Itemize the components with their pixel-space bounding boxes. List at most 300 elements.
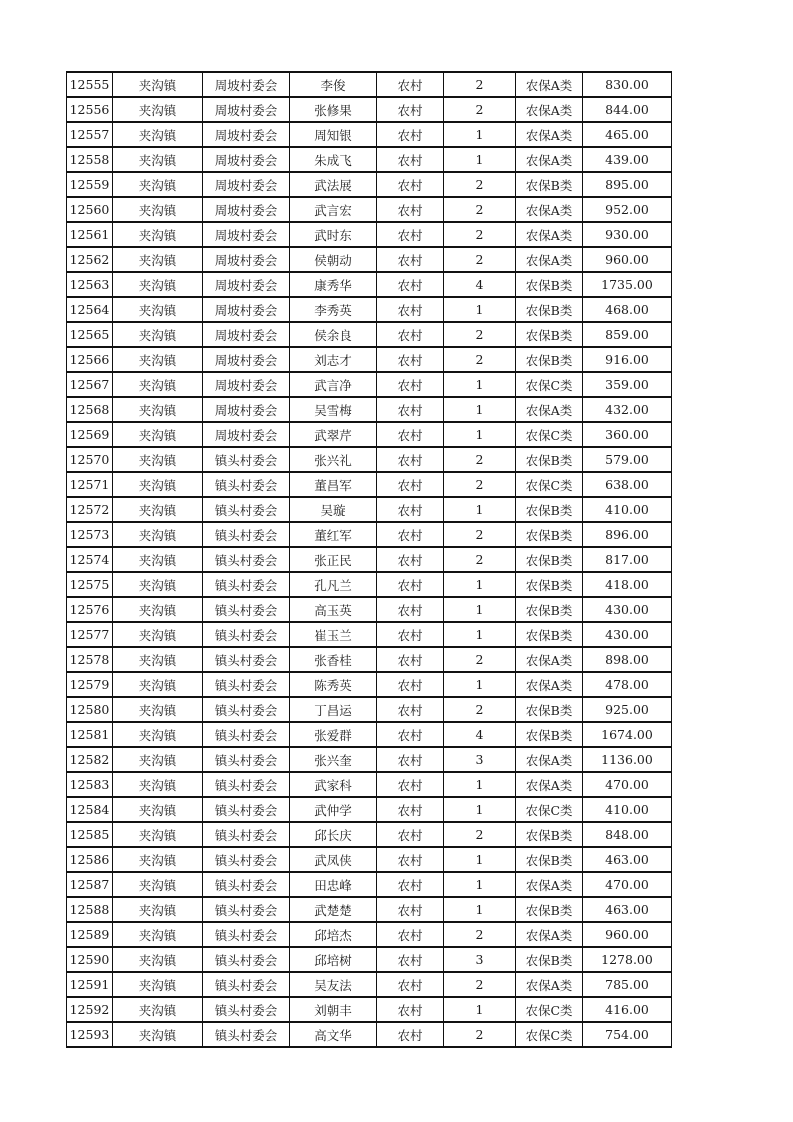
table-cell: 418.00 xyxy=(583,572,672,597)
table-row xyxy=(67,797,672,822)
table-cell: 农保B类 xyxy=(516,297,583,322)
table-cell: 2 xyxy=(444,697,516,722)
table-cell: 丁昌运 xyxy=(290,697,377,722)
table-cell: 高玉英 xyxy=(290,597,377,622)
table-cell: 夹沟镇 xyxy=(113,272,203,297)
table-cell: 2 xyxy=(444,1022,516,1047)
table-cell: 12560 xyxy=(67,197,113,222)
table-cell: 农村 xyxy=(377,847,444,872)
table-cell: 武家科 xyxy=(290,772,377,797)
table-cell: 359.00 xyxy=(583,372,672,397)
table-cell: 农保A类 xyxy=(516,872,583,897)
table-cell: 周坡村委会 xyxy=(203,72,290,97)
table-row xyxy=(67,472,672,497)
table-cell: 1674.00 xyxy=(583,722,672,747)
table-row xyxy=(67,297,672,322)
table-row xyxy=(67,522,672,547)
table-cell: 12575 xyxy=(67,572,113,597)
table-cell: 周知银 xyxy=(290,122,377,147)
table-cell: 夹沟镇 xyxy=(113,297,203,322)
table-cell: 农村 xyxy=(377,922,444,947)
table-cell: 农保C类 xyxy=(516,997,583,1022)
table-cell: 邱培树 xyxy=(290,947,377,972)
table-row xyxy=(67,397,672,422)
table-cell: 1 xyxy=(444,897,516,922)
table-row xyxy=(67,722,672,747)
table-cell: 农村 xyxy=(377,722,444,747)
table-cell: 镇头村委会 xyxy=(203,947,290,972)
table-cell: 夹沟镇 xyxy=(113,147,203,172)
table-cell: 农村 xyxy=(377,222,444,247)
table-cell: 张修果 xyxy=(290,97,377,122)
table-cell: 农保A类 xyxy=(516,772,583,797)
table-cell: 农保A类 xyxy=(516,122,583,147)
table-cell: 农保C类 xyxy=(516,472,583,497)
table-cell: 农保B类 xyxy=(516,722,583,747)
table-row xyxy=(67,997,672,1022)
table-cell: 康秀华 xyxy=(290,272,377,297)
table-cell: 农保A类 xyxy=(516,72,583,97)
table-cell: 农村 xyxy=(377,597,444,622)
table-cell: 周坡村委会 xyxy=(203,147,290,172)
table-cell: 12582 xyxy=(67,747,113,772)
table-cell: 农村 xyxy=(377,247,444,272)
table-cell: 农保A类 xyxy=(516,972,583,997)
table-cell: 12576 xyxy=(67,597,113,622)
table-cell: 周坡村委会 xyxy=(203,272,290,297)
table-cell: 478.00 xyxy=(583,672,672,697)
table-cell: 12567 xyxy=(67,372,113,397)
table-cell: 农村 xyxy=(377,947,444,972)
table-cell: 农村 xyxy=(377,372,444,397)
table-cell: 916.00 xyxy=(583,347,672,372)
table-cell: 镇头村委会 xyxy=(203,572,290,597)
table-cell: 农保A类 xyxy=(516,922,583,947)
table-cell: 2 xyxy=(444,247,516,272)
table-cell: 夹沟镇 xyxy=(113,447,203,472)
table-cell: 夹沟镇 xyxy=(113,397,203,422)
table-cell: 夹沟镇 xyxy=(113,122,203,147)
table-cell: 785.00 xyxy=(583,972,672,997)
table-cell: 农村 xyxy=(377,147,444,172)
table-cell: 12562 xyxy=(67,247,113,272)
table-cell: 3 xyxy=(444,947,516,972)
table-cell: 1 xyxy=(444,497,516,522)
table-cell: 470.00 xyxy=(583,872,672,897)
table-cell: 农保B类 xyxy=(516,822,583,847)
table-cell: 武楚楚 xyxy=(290,897,377,922)
table-cell: 镇头村委会 xyxy=(203,922,290,947)
table-cell: 高文华 xyxy=(290,1022,377,1047)
table-row xyxy=(67,897,672,922)
table-cell: 镇头村委会 xyxy=(203,847,290,872)
table-cell: 张正民 xyxy=(290,547,377,572)
table-cell: 430.00 xyxy=(583,597,672,622)
table-cell: 邱培杰 xyxy=(290,922,377,947)
table-cell: 夹沟镇 xyxy=(113,497,203,522)
table-cell: 镇头村委会 xyxy=(203,872,290,897)
table-cell: 镇头村委会 xyxy=(203,447,290,472)
table-cell: 农保B类 xyxy=(516,322,583,347)
table-cell: 1735.00 xyxy=(583,272,672,297)
table-row xyxy=(67,322,672,347)
table-cell: 农村 xyxy=(377,522,444,547)
table-row xyxy=(67,922,672,947)
table-cell: 夹沟镇 xyxy=(113,972,203,997)
table-cell: 960.00 xyxy=(583,247,672,272)
table-cell: 898.00 xyxy=(583,647,672,672)
table-row xyxy=(67,747,672,772)
table-cell: 武时东 xyxy=(290,222,377,247)
table-cell: 吴璇 xyxy=(290,497,377,522)
table-cell: 1 xyxy=(444,372,516,397)
table-cell: 农保B类 xyxy=(516,522,583,547)
table-row xyxy=(67,672,672,697)
table-cell: 夹沟镇 xyxy=(113,172,203,197)
table-row xyxy=(67,697,672,722)
table-cell: 农村 xyxy=(377,172,444,197)
table-cell: 农村 xyxy=(377,122,444,147)
table-body xyxy=(67,72,672,1047)
table-cell: 农保A类 xyxy=(516,97,583,122)
table-cell: 1 xyxy=(444,772,516,797)
table-cell: 12578 xyxy=(67,647,113,672)
table-cell: 镇头村委会 xyxy=(203,822,290,847)
table-cell: 夹沟镇 xyxy=(113,697,203,722)
table-row xyxy=(67,122,672,147)
table-cell: 镇头村委会 xyxy=(203,497,290,522)
table-cell: 农村 xyxy=(377,472,444,497)
table-row xyxy=(67,822,672,847)
table-cell: 463.00 xyxy=(583,897,672,922)
table-cell: 侯余良 xyxy=(290,322,377,347)
table-cell: 农村 xyxy=(377,997,444,1022)
table-cell: 镇头村委会 xyxy=(203,722,290,747)
table-row xyxy=(67,497,672,522)
table-cell: 农村 xyxy=(377,447,444,472)
table-cell: 农保A类 xyxy=(516,647,583,672)
table-cell: 1 xyxy=(444,997,516,1022)
table-cell: 李秀英 xyxy=(290,297,377,322)
table-cell: 镇头村委会 xyxy=(203,772,290,797)
table-cell: 农保A类 xyxy=(516,672,583,697)
table-cell: 12571 xyxy=(67,472,113,497)
table-cell: 农村 xyxy=(377,872,444,897)
table-cell: 农村 xyxy=(377,422,444,447)
table-cell: 12590 xyxy=(67,947,113,972)
table-cell: 夹沟镇 xyxy=(113,597,203,622)
table-row xyxy=(67,72,672,97)
table-row xyxy=(67,547,672,572)
table-row xyxy=(67,597,672,622)
table-cell: 镇头村委会 xyxy=(203,997,290,1022)
table-cell: 12561 xyxy=(67,222,113,247)
table-cell: 吴雪梅 xyxy=(290,397,377,422)
table-cell: 12581 xyxy=(67,722,113,747)
table-cell: 2 xyxy=(444,647,516,672)
table-cell: 360.00 xyxy=(583,422,672,447)
table-cell: 农保B类 xyxy=(516,897,583,922)
table-row xyxy=(67,197,672,222)
table-cell: 农保C类 xyxy=(516,1022,583,1047)
table-cell: 农村 xyxy=(377,497,444,522)
table-cell: 董红军 xyxy=(290,522,377,547)
table-cell: 夹沟镇 xyxy=(113,547,203,572)
table-cell: 夹沟镇 xyxy=(113,722,203,747)
table-cell: 农保B类 xyxy=(516,697,583,722)
table-cell: 武仲学 xyxy=(290,797,377,822)
table-cell: 896.00 xyxy=(583,522,672,547)
table-cell: 2 xyxy=(444,522,516,547)
table-cell: 夹沟镇 xyxy=(113,247,203,272)
table-row xyxy=(67,847,672,872)
table-cell: 12586 xyxy=(67,847,113,872)
table-cell: 817.00 xyxy=(583,547,672,572)
table-cell: 周坡村委会 xyxy=(203,322,290,347)
table-cell: 夹沟镇 xyxy=(113,822,203,847)
table-cell: 夹沟镇 xyxy=(113,572,203,597)
table-cell: 农保B类 xyxy=(516,347,583,372)
table-cell: 夹沟镇 xyxy=(113,647,203,672)
table-cell: 刘志才 xyxy=(290,347,377,372)
table-cell: 镇头村委会 xyxy=(203,747,290,772)
table-row xyxy=(67,772,672,797)
table-cell: 朱成飞 xyxy=(290,147,377,172)
table-cell: 12584 xyxy=(67,797,113,822)
table-cell: 农村 xyxy=(377,747,444,772)
table-cell: 武翠芹 xyxy=(290,422,377,447)
table-cell: 张兴奎 xyxy=(290,747,377,772)
table-cell: 农村 xyxy=(377,547,444,572)
table-cell: 农村 xyxy=(377,822,444,847)
table-cell: 夹沟镇 xyxy=(113,322,203,347)
table-cell: 12589 xyxy=(67,922,113,947)
table-cell: 农保C类 xyxy=(516,422,583,447)
table-cell: 农村 xyxy=(377,197,444,222)
table-cell: 夹沟镇 xyxy=(113,347,203,372)
table-cell: 12583 xyxy=(67,772,113,797)
table-cell: 夹沟镇 xyxy=(113,1022,203,1047)
table-row xyxy=(67,422,672,447)
table-cell: 镇头村委会 xyxy=(203,1022,290,1047)
table-cell: 416.00 xyxy=(583,997,672,1022)
table-cell: 田忠峰 xyxy=(290,872,377,897)
table-cell: 1278.00 xyxy=(583,947,672,972)
table-cell: 2 xyxy=(444,197,516,222)
table-cell: 农村 xyxy=(377,772,444,797)
table-cell: 农保A类 xyxy=(516,197,583,222)
table-cell: 12572 xyxy=(67,497,113,522)
table-cell: 12588 xyxy=(67,897,113,922)
table-cell: 农村 xyxy=(377,697,444,722)
table-cell: 468.00 xyxy=(583,297,672,322)
table-cell: 农保B类 xyxy=(516,847,583,872)
table-cell: 农保C类 xyxy=(516,372,583,397)
table-cell: 1 xyxy=(444,572,516,597)
table-cell: 农村 xyxy=(377,1022,444,1047)
table-cell: 农村 xyxy=(377,347,444,372)
table-cell: 4 xyxy=(444,722,516,747)
table-row xyxy=(67,372,672,397)
table-cell: 夹沟镇 xyxy=(113,922,203,947)
table-row xyxy=(67,347,672,372)
table-cell: 2 xyxy=(444,547,516,572)
table-cell: 848.00 xyxy=(583,822,672,847)
table-cell: 754.00 xyxy=(583,1022,672,1047)
table-cell: 农村 xyxy=(377,297,444,322)
table-cell: 张兴礼 xyxy=(290,447,377,472)
table-cell: 579.00 xyxy=(583,447,672,472)
table-cell: 农村 xyxy=(377,672,444,697)
table-cell: 农村 xyxy=(377,97,444,122)
table-cell: 2 xyxy=(444,97,516,122)
table-cell: 1 xyxy=(444,122,516,147)
table-cell: 农村 xyxy=(377,72,444,97)
table-cell: 农保A类 xyxy=(516,397,583,422)
table-cell: 夹沟镇 xyxy=(113,797,203,822)
table-cell: 周坡村委会 xyxy=(203,172,290,197)
table-cell: 张香桂 xyxy=(290,647,377,672)
table-cell: 12558 xyxy=(67,147,113,172)
table-cell: 465.00 xyxy=(583,122,672,147)
table-row xyxy=(67,622,672,647)
table-cell: 崔玉兰 xyxy=(290,622,377,647)
table-row xyxy=(67,97,672,122)
table-cell: 12569 xyxy=(67,422,113,447)
table-cell: 镇头村委会 xyxy=(203,972,290,997)
table-cell: 农保B类 xyxy=(516,447,583,472)
table-row xyxy=(67,147,672,172)
table-cell: 2 xyxy=(444,822,516,847)
table-cell: 1 xyxy=(444,672,516,697)
table-cell: 农保A类 xyxy=(516,747,583,772)
table-cell: 董昌军 xyxy=(290,472,377,497)
table-cell: 农村 xyxy=(377,322,444,347)
table-cell: 410.00 xyxy=(583,497,672,522)
table-cell: 1 xyxy=(444,597,516,622)
table-cell: 12570 xyxy=(67,447,113,472)
table-cell: 844.00 xyxy=(583,97,672,122)
table-cell: 470.00 xyxy=(583,772,672,797)
table-cell: 12587 xyxy=(67,872,113,897)
table-cell: 4 xyxy=(444,272,516,297)
table-cell: 周坡村委会 xyxy=(203,97,290,122)
table-cell: 周坡村委会 xyxy=(203,222,290,247)
table-cell: 农村 xyxy=(377,897,444,922)
table-cell: 12573 xyxy=(67,522,113,547)
table-cell: 农保B类 xyxy=(516,572,583,597)
table-cell: 1 xyxy=(444,622,516,647)
table-cell: 李俊 xyxy=(290,72,377,97)
table-cell: 1 xyxy=(444,847,516,872)
table-cell: 12559 xyxy=(67,172,113,197)
table-cell: 3 xyxy=(444,747,516,772)
table-cell: 镇头村委会 xyxy=(203,622,290,647)
table-cell: 武凤侠 xyxy=(290,847,377,872)
table-cell: 农村 xyxy=(377,647,444,672)
table-cell: 周坡村委会 xyxy=(203,347,290,372)
table-cell: 镇头村委会 xyxy=(203,547,290,572)
table-cell: 夹沟镇 xyxy=(113,772,203,797)
table-cell: 12579 xyxy=(67,672,113,697)
table-cell: 1 xyxy=(444,872,516,897)
table-cell: 夹沟镇 xyxy=(113,872,203,897)
table-cell: 夹沟镇 xyxy=(113,997,203,1022)
table-row xyxy=(67,172,672,197)
table-cell: 农保B类 xyxy=(516,597,583,622)
table-cell: 镇头村委会 xyxy=(203,697,290,722)
table-cell: 12585 xyxy=(67,822,113,847)
table-cell: 武言宏 xyxy=(290,197,377,222)
table-cell: 镇头村委会 xyxy=(203,597,290,622)
table-cell: 2 xyxy=(444,972,516,997)
table-cell: 1136.00 xyxy=(583,747,672,772)
table-cell: 夹沟镇 xyxy=(113,197,203,222)
table-cell: 农保B类 xyxy=(516,497,583,522)
table-cell: 周坡村委会 xyxy=(203,197,290,222)
table-row xyxy=(67,447,672,472)
table-cell: 周坡村委会 xyxy=(203,247,290,272)
table-cell: 2 xyxy=(444,322,516,347)
table-cell: 周坡村委会 xyxy=(203,422,290,447)
table-cell: 432.00 xyxy=(583,397,672,422)
table-cell: 夹沟镇 xyxy=(113,847,203,872)
table-cell: 2 xyxy=(444,222,516,247)
table-cell: 刘朝丰 xyxy=(290,997,377,1022)
table-cell: 孔凡兰 xyxy=(290,572,377,597)
table-cell: 12555 xyxy=(67,72,113,97)
table-cell: 周坡村委会 xyxy=(203,122,290,147)
table-cell: 夹沟镇 xyxy=(113,222,203,247)
table-cell: 463.00 xyxy=(583,847,672,872)
table-cell: 农保C类 xyxy=(516,797,583,822)
table-cell: 2 xyxy=(444,347,516,372)
table-cell: 邱长庆 xyxy=(290,822,377,847)
table-cell: 1 xyxy=(444,397,516,422)
table-row xyxy=(67,272,672,297)
table-cell: 农保B类 xyxy=(516,272,583,297)
table-cell: 12577 xyxy=(67,622,113,647)
table-cell: 2 xyxy=(444,447,516,472)
table-cell: 12580 xyxy=(67,697,113,722)
payment-roster-table xyxy=(66,71,672,1048)
table-cell: 夹沟镇 xyxy=(113,622,203,647)
table-cell: 侯朝动 xyxy=(290,247,377,272)
table-cell: 925.00 xyxy=(583,697,672,722)
table-row xyxy=(67,647,672,672)
table-cell: 1 xyxy=(444,147,516,172)
table-cell: 830.00 xyxy=(583,72,672,97)
table-cell: 吴友法 xyxy=(290,972,377,997)
table-cell: 夹沟镇 xyxy=(113,522,203,547)
table-cell: 930.00 xyxy=(583,222,672,247)
table-cell: 1 xyxy=(444,422,516,447)
table-cell: 镇头村委会 xyxy=(203,897,290,922)
table-cell: 夹沟镇 xyxy=(113,747,203,772)
table-cell: 农保B类 xyxy=(516,622,583,647)
table-cell: 12565 xyxy=(67,322,113,347)
table-cell: 镇头村委会 xyxy=(203,672,290,697)
table-cell: 农村 xyxy=(377,622,444,647)
table-cell: 859.00 xyxy=(583,322,672,347)
table-cell: 夹沟镇 xyxy=(113,422,203,447)
table-cell: 12568 xyxy=(67,397,113,422)
table-cell: 12592 xyxy=(67,997,113,1022)
table-cell: 镇头村委会 xyxy=(203,797,290,822)
table-cell: 638.00 xyxy=(583,472,672,497)
table-cell: 12593 xyxy=(67,1022,113,1047)
table-cell: 农保B类 xyxy=(516,172,583,197)
